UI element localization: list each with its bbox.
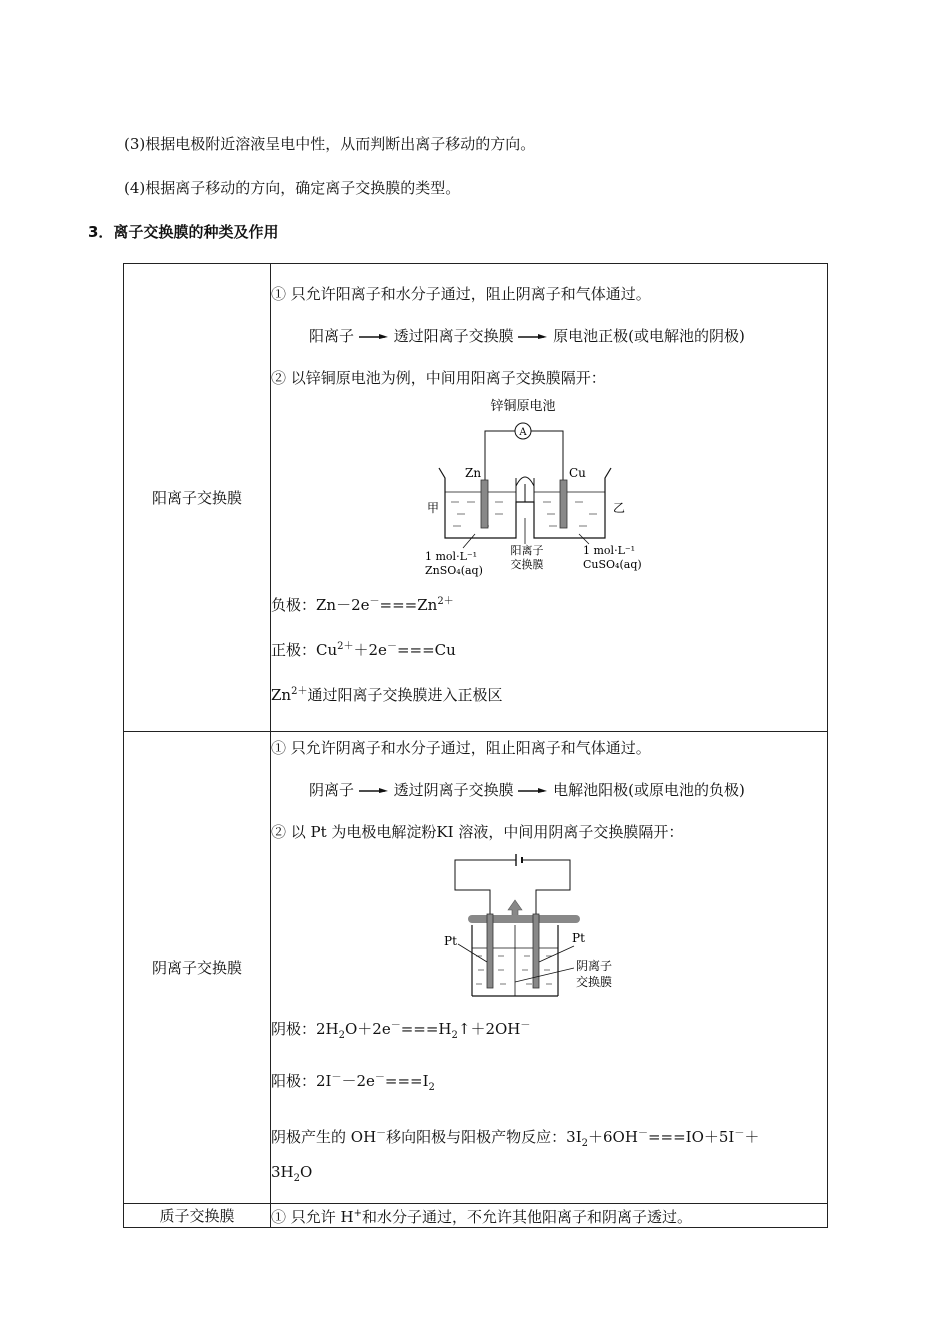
eq-part: 正极：Cu [271, 641, 338, 659]
eq-sup: － [369, 596, 380, 607]
positive-electrode-equation [271, 637, 827, 660]
membrane-label-line-1: 阴离子 [576, 959, 613, 973]
eq-sup: － [390, 1020, 401, 1031]
eq-part: ＋2e [353, 641, 387, 659]
eq-part: 通过阳离子交换膜进入正极区 [307, 686, 503, 704]
eq-part: ↑＋2OH [457, 1020, 521, 1038]
anion-point-1: ① 只允许阴离子和水分子通过，阻止阳离子和气体通过。 [271, 739, 651, 757]
right-solution: CuSO₄(aq) [583, 558, 642, 571]
eq-sub: 2 [428, 1082, 435, 1093]
membrane-label-line-2: 交换膜 [510, 558, 544, 571]
anode-equation [271, 1068, 827, 1098]
eq-part: ===Zn [379, 596, 438, 614]
arrow-right-icon [359, 787, 389, 795]
right-cell-label: 乙 [613, 501, 626, 515]
eq-part: 阴极：2H [271, 1020, 339, 1038]
proton-point-1 [271, 1204, 827, 1227]
arrow-right-icon [359, 333, 389, 341]
eq-part: －2e [341, 1072, 375, 1090]
zinc-copper-cell-figure [271, 398, 827, 578]
eq-part: 阳极：2I [271, 1072, 332, 1090]
eq-part: ＋ [744, 1128, 760, 1146]
arrow-right-icon [518, 787, 548, 795]
negative-electrode-equation [271, 592, 827, 615]
arrow-right-icon [518, 333, 548, 341]
eq-part: 3H [271, 1163, 294, 1181]
left-concentration: 1 mol·L⁻¹ [425, 550, 478, 563]
eq-sup: 2＋ [337, 641, 354, 652]
flow-text: 透过阴离子交换膜 [393, 781, 514, 799]
eq-sup: － [331, 1072, 342, 1083]
membrane-label-line-1: 阳离子 [510, 544, 544, 557]
right-electrode-label: Cu [569, 466, 586, 480]
paragraph-4: (4)根据离子移动的方向，确定离子交换膜的类型。 [124, 179, 461, 197]
anion-flow [271, 780, 827, 800]
eq-sub: 2 [451, 1030, 458, 1041]
left-electrode-label: Pt [444, 934, 457, 948]
eq-part: Zn [271, 686, 292, 704]
eq-part: ① 只允许 H [271, 1208, 354, 1226]
cation-point-1: ① 只允许阳离子和水分子通过，阻止阴离子和气体通过。 [271, 285, 651, 303]
eq-sub: 2 [293, 1173, 300, 1184]
table-row-cation [124, 264, 828, 732]
eq-sup: 2＋ [437, 596, 454, 607]
table-row-proton [124, 1204, 828, 1228]
oh-migration-reaction [271, 1120, 827, 1193]
figure-title: 锌铜原电池 [490, 399, 556, 414]
eq-sup: － [386, 641, 397, 652]
cation-point-2: ② 以锌铜原电池为例，中间用阳离子交换膜隔开： [271, 369, 606, 387]
table-row-anion [124, 732, 828, 1204]
anion-membrane-content [271, 732, 828, 1204]
flow-text: 电解池阳极(或原电池的负极) [553, 781, 745, 799]
zinc-copper-cell-diagram [419, 398, 679, 578]
eq-sup: － [520, 1020, 531, 1031]
anion-membrane-type: 阴离子交换膜 [124, 732, 271, 1204]
eq-part: 移向阳极与阳极产物反应：3I [386, 1128, 582, 1146]
right-electrode-label: Pt [572, 931, 585, 945]
eq-part: ===I [384, 1072, 429, 1090]
eq-sup: － [734, 1128, 745, 1139]
eq-part: O＋2e [345, 1020, 391, 1038]
section-heading: 3．离子交换膜的种类及作用 [88, 223, 279, 241]
membrane-table [123, 263, 828, 1228]
flow-text: 阳离子 [309, 327, 355, 345]
cathode-equation [271, 1016, 827, 1046]
eq-sup: － [376, 1128, 387, 1139]
cation-membrane-content [271, 264, 828, 732]
flow-text: 原电池正极(或电解池的阴极) [553, 327, 745, 345]
eq-part: O [300, 1163, 313, 1181]
zinc-ion-migration [271, 682, 827, 705]
cation-flow [271, 326, 827, 346]
eq-sub: 2 [581, 1138, 589, 1149]
proton-membrane-type: 质子交换膜 [124, 1204, 271, 1228]
ki-electrolysis-diagram [434, 852, 664, 1002]
anion-point-2: ② 以 Pt 为电极电解淀粉KI 溶液，中间用阴离子交换膜隔开： [271, 823, 684, 841]
eq-sup: 2＋ [291, 686, 308, 697]
eq-part: ===H [400, 1020, 452, 1038]
paragraph-3: (3)根据电极附近溶液呈电中性，从而判断出离子移动的方向。 [124, 135, 536, 153]
flow-text: 透过阳离子交换膜 [393, 327, 514, 345]
eq-sub: 2 [338, 1030, 345, 1041]
eq-part: ===Cu [396, 641, 456, 659]
eq-sup: － [637, 1128, 648, 1139]
proton-membrane-content [271, 1204, 828, 1228]
eq-part: ＋6OH [588, 1128, 638, 1146]
eq-sup: － [374, 1072, 385, 1083]
left-solution: ZnSO₄(aq) [425, 564, 483, 577]
eq-part: 阴极产生的 OH [271, 1128, 377, 1146]
membrane-label-line-2: 交换膜 [576, 975, 613, 989]
eq-part: ===IO＋5I [647, 1128, 735, 1146]
eq-part: 和水分子通过，不允许其他阳离子和阴离子透过。 [362, 1208, 693, 1226]
flow-text: 阴离子 [309, 781, 355, 799]
eq-part: 负极：Zn－2e [271, 596, 370, 614]
ki-electrolysis-figure [271, 852, 827, 1002]
left-cell-label: 甲 [427, 501, 440, 515]
cation-membrane-type: 阳离子交换膜 [124, 264, 271, 732]
eq-sup: + [353, 1208, 363, 1219]
left-electrode-label: Zn [465, 466, 482, 480]
right-concentration: 1 mol·L⁻¹ [583, 544, 636, 557]
ammeter-label: A [519, 427, 527, 438]
